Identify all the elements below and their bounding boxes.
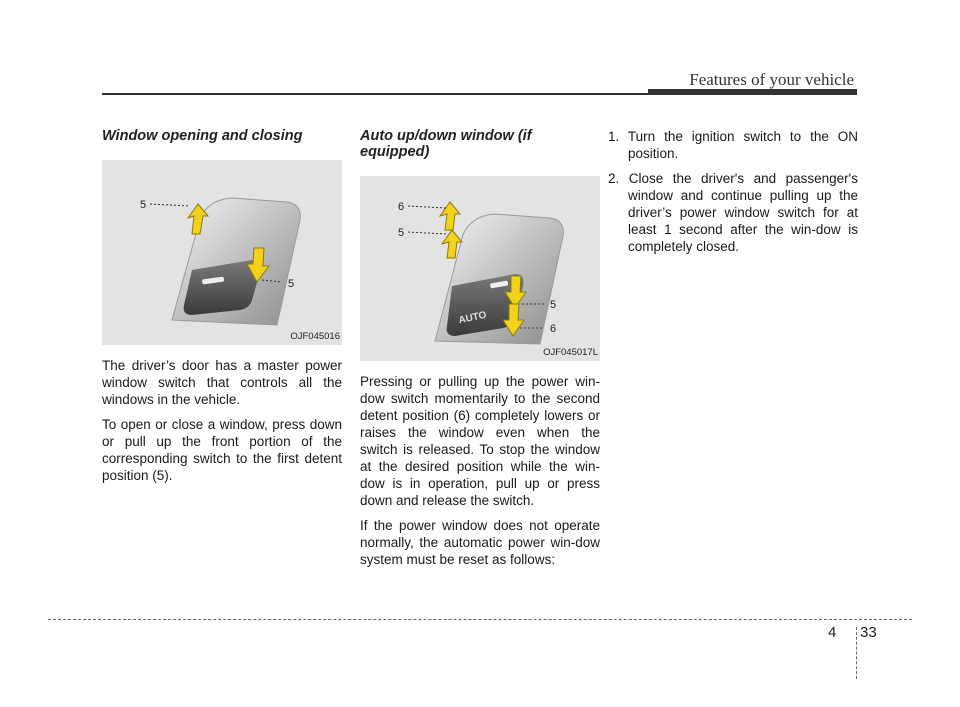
column-reset-steps [608,128,858,263]
callout-label: 6 [550,323,557,335]
header-rule-accent [648,89,857,95]
switch-auto-label: AUTO [457,309,488,327]
callout-label: 5 [398,227,405,239]
paragraph: To open or close a window, press down or pull up the front portion of the corresponding switch to the first detent position (5). [102,417,342,483]
leader-line [408,206,446,208]
list-item: 1. Turn the ignition switch to the ON position. [608,129,858,161]
figure-auto-window-switch [360,176,600,361]
running-header: Features of your vehicle [689,70,854,89]
figure-code: OJF045017L [543,347,598,358]
column-window-opening [102,128,342,492]
body-text [102,357,342,484]
figure-code: OJF045016 [290,331,340,342]
leader-line [408,232,446,234]
section-heading: Auto up/down window (if equipped) [360,128,532,160]
footer-separator [856,627,857,679]
section-heading: Window opening and closing [102,128,303,144]
paragraph: The driver’s door has a master power window switch that controls all the windows in the vehicle. [102,358,342,407]
figure-manual-window-switch [102,160,342,345]
callout-label: 5 [550,299,557,311]
callout-label: 6 [398,201,405,213]
window-switch-illustration [102,160,342,345]
reset-steps-list [608,128,858,255]
footer-rule [48,619,912,620]
column-auto-window [360,128,600,576]
paragraph: If the power window does not operate normally, the automatic power win-dow system must be reset as follows: [360,518,600,567]
arrow-up-icon [440,202,460,230]
callout-label: 5 [288,278,295,290]
leader-line [150,204,190,206]
list-item: 2. Close the driver's and passenger's window and continue pulling up the driver’s power window switch for at least 1 second after the win-dow is completely closed. [608,171,858,254]
callout-label: 5 [140,199,147,211]
chapter-number: 4 [828,624,837,641]
paragraph: Pressing or pulling up the power win-dow switch momentarily to the second detent position (6) completely lowers or raises the window even when the switch is released. To stop the window at the desired position while the win-dow is in operation, pull up or press down and release the switch. [360,374,600,508]
auto-window-switch-illustration [360,176,600,361]
page-number: 33 [860,624,877,641]
body-text [360,373,600,568]
